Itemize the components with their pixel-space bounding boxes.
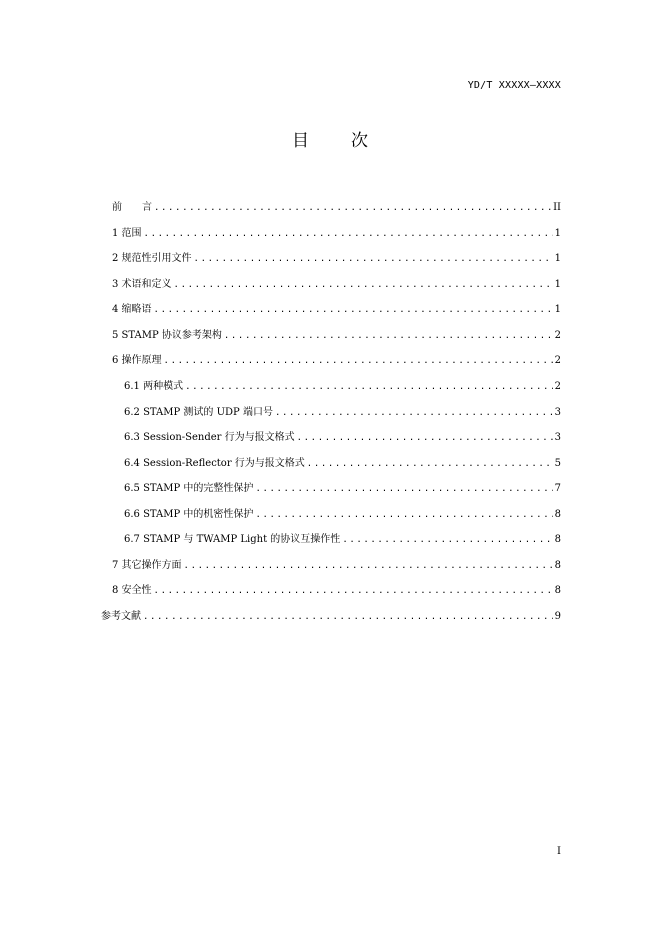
toc-entry-page: 1 — [554, 279, 561, 290]
toc-entry-page: 2 — [554, 355, 561, 366]
toc-entry-other-operations[interactable] — [112, 557, 561, 575]
toc-leader-dots — [154, 582, 553, 600]
toc-entry-label: 6.7 STAMP 与 TWAMP Light 的协议互操作性 — [124, 534, 341, 545]
toc-entry-label: 6.5 STAMP 中的完整性保护 — [124, 483, 254, 494]
toc-entry-6-4[interactable] — [124, 455, 561, 473]
toc-entry-label: 6.4 Session-Reflector 行为与报文格式 — [124, 458, 305, 469]
toc-entry-foreword[interactable] — [112, 199, 561, 217]
toc-entry-page: 1 — [554, 304, 561, 315]
toc-entry-page: 5 — [554, 458, 561, 469]
toc-entry-6-6[interactable] — [124, 506, 561, 524]
toc-entry-label: 参考文献 — [101, 611, 141, 622]
toc-entry-page: 7 — [554, 483, 561, 494]
toc-leader-dots — [194, 250, 553, 268]
document-id: YD/T XXXXX—XXXX — [467, 80, 561, 91]
toc-entry-operation[interactable] — [112, 352, 561, 370]
toc-entry-label: 8 安全性 — [112, 585, 152, 596]
toc-leader-dots — [297, 429, 553, 447]
toc-leader-dots — [255, 480, 552, 498]
toc-leader-dots — [307, 455, 553, 473]
toc-leader-dots — [255, 506, 552, 524]
title-char-1: 目 — [292, 131, 311, 151]
toc-entry-page: 8 — [554, 509, 561, 520]
toc-leader-dots — [275, 404, 553, 422]
toc-leader-dots — [143, 608, 553, 626]
toc-entry-bibliography[interactable] — [101, 608, 561, 626]
toc-entry-label: 4 缩略语 — [112, 304, 152, 315]
toc-entry-6-1[interactable] — [124, 378, 561, 396]
toc-entry-page: II — [553, 202, 561, 213]
toc-entry-page: 8 — [554, 585, 561, 596]
toc-leader-dots — [184, 557, 553, 575]
toc-entry-page: 1 — [554, 228, 561, 239]
toc-leader-dots — [164, 352, 553, 370]
toc-leader-dots — [342, 531, 552, 549]
toc-entry-label: 6.2 STAMP 测试的 UDP 端口号 — [124, 407, 273, 418]
toc-entry-terms[interactable] — [112, 276, 561, 294]
toc-entry-normative-references[interactable] — [112, 250, 561, 268]
toc-entry-label: 6.6 STAMP 中的机密性保护 — [124, 509, 254, 520]
toc-leader-dots — [174, 276, 553, 294]
toc-entry-label: 6.1 两种模式 — [124, 381, 184, 392]
toc-entry-page: 2 — [554, 330, 561, 341]
toc-entry-page: 8 — [554, 534, 561, 545]
toc-entry-label: 5 STAMP 协议参考架构 — [112, 330, 222, 341]
toc-entry-label: 6.3 Session-Sender 行为与报文格式 — [124, 432, 295, 443]
toc-entry-6-7[interactable] — [124, 531, 561, 549]
toc-entry-label: 7 其它操作方面 — [112, 560, 182, 571]
toc-leader-dots — [154, 301, 553, 319]
toc-entry-6-5[interactable] — [124, 480, 561, 498]
page-title — [0, 126, 662, 151]
title-char-2: 次 — [351, 131, 370, 151]
toc-entry-6-2[interactable] — [124, 404, 561, 422]
toc-entry-page: 3 — [554, 407, 561, 418]
toc-entry-abbreviations[interactable] — [112, 301, 561, 319]
toc-leader-dots — [185, 378, 553, 396]
toc-entry-6-3[interactable] — [124, 429, 561, 447]
toc-entry-label: 3 术语和定义 — [112, 279, 172, 290]
toc-entry-security[interactable] — [112, 582, 561, 600]
toc-entry-page: 8 — [554, 560, 561, 571]
toc-leader-dots — [224, 327, 553, 345]
toc-entry-page: 3 — [554, 432, 561, 443]
toc-entry-scope[interactable] — [112, 225, 561, 243]
toc-leader-dots — [144, 225, 553, 243]
toc-entry-label: 1 范围 — [112, 228, 142, 239]
toc-leader-dots — [154, 199, 551, 217]
toc-entry-page: 2 — [554, 381, 561, 392]
toc-entry-label: 2 规范性引用文件 — [112, 253, 192, 264]
toc-entry-label: 前 言 — [112, 202, 152, 213]
toc-entry-architecture[interactable] — [112, 327, 561, 345]
toc-entry-page: 1 — [554, 253, 561, 264]
toc-entry-label: 6 操作原理 — [112, 355, 162, 366]
page-number: I — [557, 846, 561, 857]
toc-entry-page: 9 — [554, 611, 561, 622]
